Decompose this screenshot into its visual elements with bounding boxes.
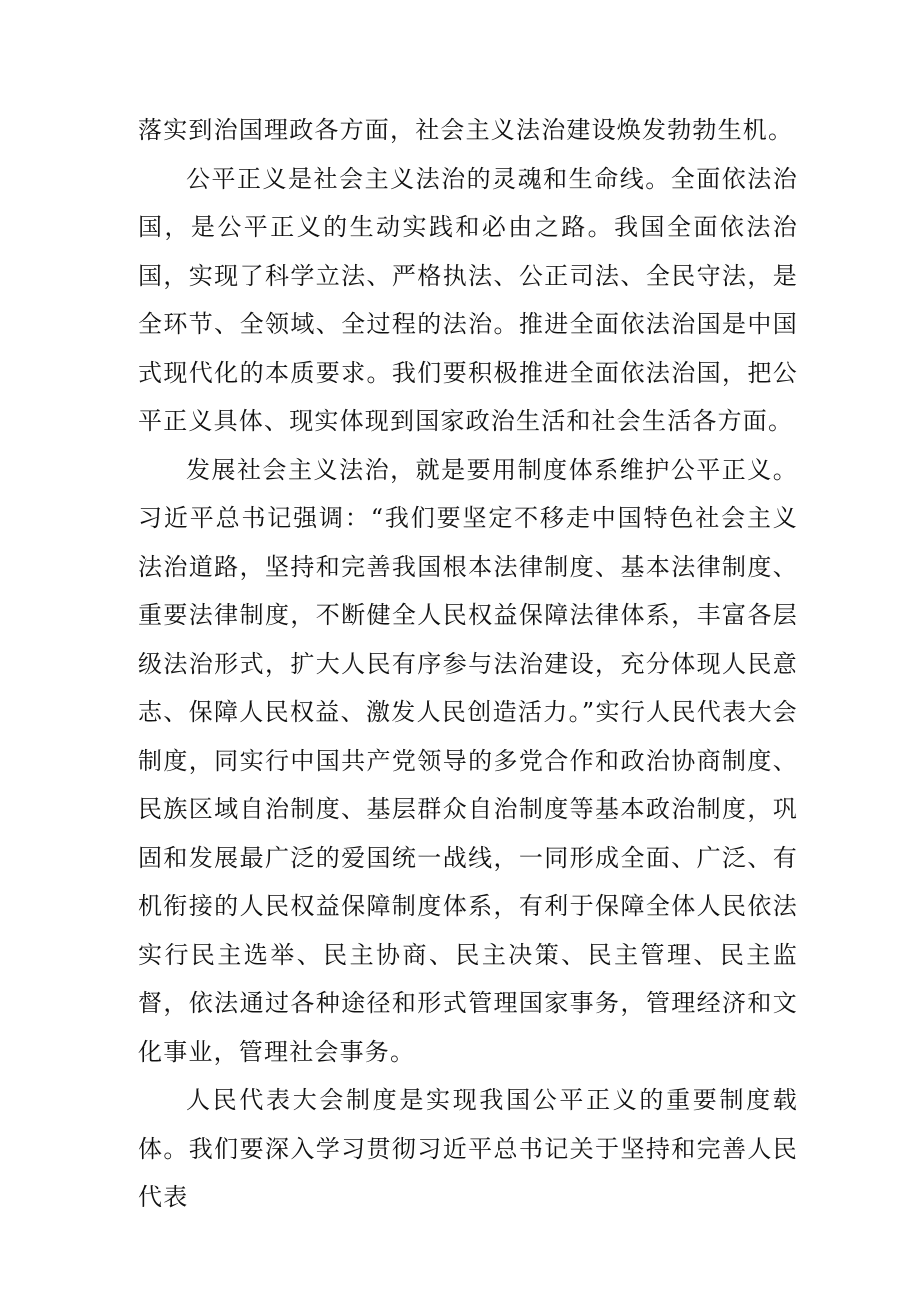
paragraph-institutional-system: 发展社会主义法治，就是要用制度体系维护公平正义。习近平总书记强调：“我们要坚定不移走中国特色社会主义法治道路，坚持和完善我国根本法律制度、基本法律制度、重要法律制度，不断健全人民权益保障法律体系，丰富各层级法治形式，扩大人民有序参与法治建设，充分体现人民意志、保障人民权益、激发人民创造活力。”实行人民代表大会制度，同实行中国共产党领导的多党合作和政治协商制度、民族区域自治制度、基层群众自治制度等基本政治制度，巩固和发展最广泛的爱国统一战线，一同形成全面、广泛、有机衔接的人民权益保障制度体系，有利于保障全体人民依法实行民主选举、民主协商、民主决策、民主管理、民主监督，依法通过各种途径和形式管理国家事务，管理经济和文化事业，管理社会事务。 [138,455,798,1066]
paragraph-continuation: 落实到治国理政各方面，社会主义法治建设焕发勃勃生机。 [138,116,794,144]
paragraph-fairness-justice: 公平正义是社会主义法治的灵魂和生命线。全面依法治国，是公平正义的生动实践和必由之路。我国全面依法治国，实现了科学立法、严格执法、公正司法、全民守法，是全环节、全领域、全过程的法治。推进全面依法治国是中国式现代化的本质要求。我们要积极推进全面依法治国，把公平正义具体、现实体现到国家政治生活和社会生活各方面。 [138,164,798,435]
paragraph-peoples-congress: 人民代表大会制度是实现我国公平正义的重要制度载体。我们要深入学习贯彻习近平总书记关于坚持和完善人民代表 [138,1086,798,1211]
body-text [138,106,798,1222]
